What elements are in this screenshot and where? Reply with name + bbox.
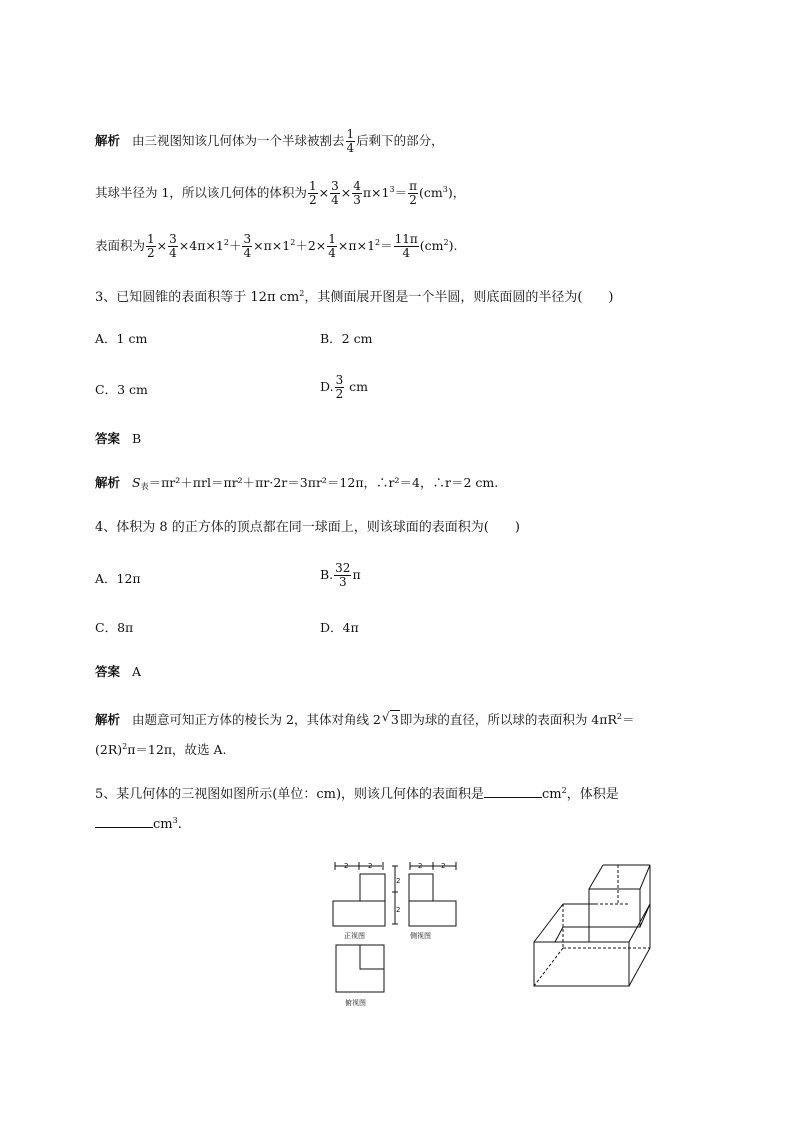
- q4-option-c: C．8π: [95, 620, 134, 635]
- answer-value: B: [132, 431, 142, 446]
- q4-option-d: D．4π: [320, 620, 359, 635]
- answer-blank-2[interactable]: [95, 815, 153, 828]
- question-4: 4、体积为 8 的正方体的顶点都在同一球面上，则该球面的表面积为( ): [95, 520, 520, 535]
- q4-option-b: B. $\frac{32}{3}$ π: [320, 561, 361, 589]
- base-box-front: [534, 942, 629, 986]
- explanation-line-2: 其球半径为 1，所以该几何体的体积为 $\frac{1}{2}$ × $\frac{3}{4}$ × $\frac{4}{3}$ $\pi\times 1^3=$ $\frac{\pi}{2}$ $(cm^3)$，: [95, 179, 466, 207]
- text: 后剩下的部分，: [356, 133, 444, 148]
- q3-option-d: D. $\frac{3}{2}$ cm: [320, 373, 369, 401]
- answer-blank-1[interactable]: [484, 785, 542, 798]
- fraction: $\frac{11\pi}{4}$: [394, 232, 418, 260]
- top-view-label: 俯视图: [345, 999, 366, 1007]
- question-5-line-2: $cm^3$.: [95, 812, 182, 834]
- front-view-base: [333, 901, 385, 926]
- q3-option-b: B．2 cm: [320, 331, 373, 346]
- q4-answer: 答案 A: [95, 664, 142, 679]
- q3-explanation: 解析 $S_表=\pi r^2+\pi rl=\pi r^2+\pi r\cdot 2r=3\pi r^2=12\pi$，∴r²＝4，∴r＝2 cm.: [95, 475, 499, 491]
- q4-explanation-line-1: 解析 由题意可知正方体的棱长为 2，其体对角线 2√ 3即为球的直径，所以球的表面积为 $4\pi R^2=$: [95, 708, 635, 729]
- front-view-label: 正视图: [344, 932, 365, 940]
- fraction: $\frac{1}{2}$: [147, 232, 155, 260]
- fraction: $\frac{1}{4}$: [328, 232, 336, 260]
- fraction: $\frac{1}{4}$: [346, 127, 355, 155]
- question-3: 3、已知圆锥的表面积等于 12π $cm^2$，其侧面展开图是一个半圆，则底面圆的半径为( ): [95, 289, 614, 305]
- fraction: $\frac{\pi}{2}$: [409, 179, 417, 207]
- solid-perspective-drawing: [525, 860, 670, 990]
- dim-label: 2: [441, 862, 446, 870]
- text: 表面积为: [95, 238, 146, 253]
- side-view-base: [409, 901, 456, 926]
- fraction: $\frac{4}{3}$: [353, 179, 361, 207]
- q3-option-a: A．1 cm: [95, 331, 148, 346]
- front-view-top-block: [360, 874, 385, 901]
- fraction: $\frac{1}{2}$: [308, 179, 317, 207]
- text: 由三视图知该几何体为一个半球被割去: [132, 133, 345, 148]
- text: 其球半径为 1，所以该几何体的体积为: [95, 185, 307, 200]
- explanation-line-1: [95, 128, 444, 155]
- top-box-front: [589, 889, 640, 927]
- q3-option-c: C．3 cm: [95, 382, 148, 397]
- dim-label: 2: [368, 862, 373, 870]
- dim-label: 2: [418, 862, 423, 870]
- question-5-line-1: 5、某几何体的三视图如图所示(单位：cm)，则该几何体的表面积是 $cm^2$，体积是: [95, 786, 619, 802]
- fraction: $\frac{3}{4}$: [243, 232, 252, 260]
- q4-explanation-line-2: $(2R)^2\pi=12\pi$，故选 A.: [95, 742, 227, 757]
- dim-label: 2: [396, 906, 401, 914]
- fraction: $\frac{3}{4}$: [169, 232, 177, 260]
- dim-label: 2: [396, 877, 401, 885]
- q4-option-a: A．12π: [95, 571, 141, 586]
- answer-value: A: [132, 664, 142, 679]
- side-view-label: 侧视图: [410, 932, 431, 940]
- dim-label: 2: [344, 862, 349, 870]
- explanation-line-3: 表面积为 $\frac{1}{2}$ × $\frac{3}{4}$ $\times 4\pi\times 1^2+$ $\frac{3}{4}$ $\times\pi\times 1^2+2\times$ $\frac{1}{4}$ $\times\pi\times 1^2=$ $\frac{11\pi}{4}$ $(cm^2)$.: [95, 232, 458, 260]
- explanation-label: 解析: [95, 133, 121, 148]
- three-view-drawing: [325, 855, 465, 1015]
- fraction: $\frac{3}{4}$: [331, 179, 339, 207]
- q3-answer: 答案 B: [95, 431, 142, 446]
- side-view-top-block: [409, 874, 433, 901]
